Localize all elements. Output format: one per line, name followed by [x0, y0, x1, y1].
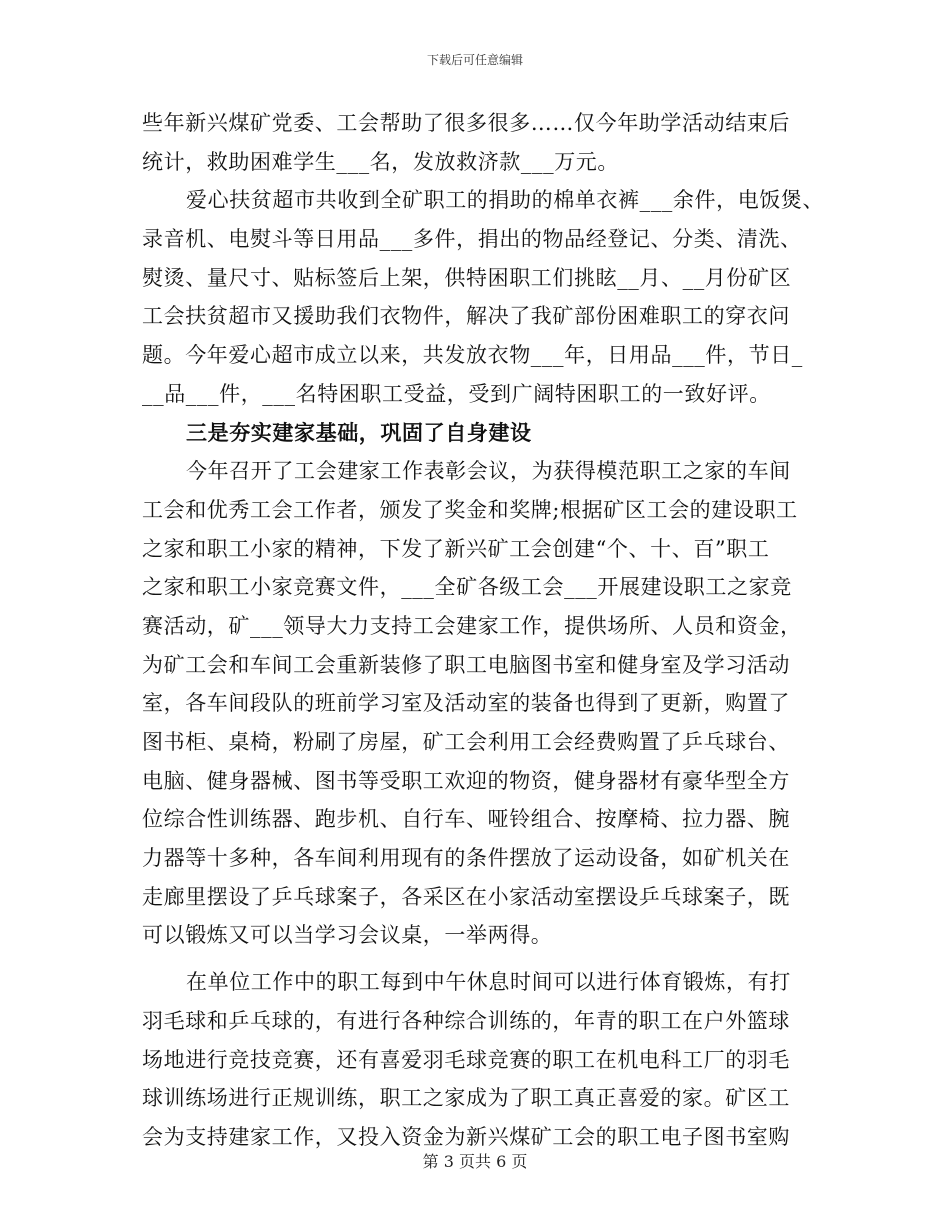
text-line: 之家和职工小家的精神，下发了新兴矿工会创建“个、十、百”职工 — [142, 536, 770, 561]
text-line: 之家和职工小家竞赛文件，___全矿各级工会___开展建设职工之家竞 — [142, 575, 792, 600]
document-body — [142, 104, 825, 1157]
text-line: 统计，救助困难学生___名，发放救济款___万元。 — [142, 149, 619, 174]
text-line: 室，各车间段队的班前学习室及活动室的装备也得到了更新，购置了 — [142, 691, 790, 716]
paragraph-start-line: 在单位工作中的职工每到中午休息时间可以进行体育锻炼，有打 — [186, 970, 791, 995]
text-line: 球训练场进行正规训练，职工之家成为了职工真正喜爱的家。矿区工 — [142, 1086, 790, 1111]
text-line: 工会和优秀工会工作者，颁发了奖金和奖牌;根据矿区工会的建设职工 — [142, 497, 798, 522]
text-line: 走廊里摆设了乒乓球案子，各采区在小家活动室摆设乒乓球案子，既 — [142, 884, 790, 909]
paragraph-start-line: 今年召开了工会建家工作表彰会议，为获得模范职工之家的车间 — [186, 459, 791, 484]
text-line: 熨烫、量尺寸、贴标签后上架，供特困职工们挑眩__月、__月份矿区 — [142, 265, 792, 290]
page-header: 下载后可任意编辑 — [426, 53, 523, 67]
text-line: 录音机、电熨斗等日用品___多件，捐出的物品经登记、分类、清洗、 — [142, 227, 802, 252]
text-line: 赛活动，矿___领导大力支持工会建家工作，提供场所、人员和资金， — [142, 613, 802, 638]
text-line: 羽毛球和乒乓球的，有进行各种综合训练的，年青的职工在户外篮球 — [142, 1008, 790, 1033]
paragraph-start-line: 爱心扶贫超市共收到全矿职工的捐助的棉单衣裤___余件，电饭煲、 — [186, 188, 825, 213]
text-line: __品___件，___名特困职工受益，受到广阔特困职工的一致好评。 — [142, 381, 771, 406]
text-line: 场地进行竞技竞赛，还有喜爱羽毛球竞赛的职工在机电科工厂的羽毛 — [142, 1047, 790, 1072]
text-line: 图书柜、桌椅，粉刷了房屋，矿工会利用工会经费购置了乒乓球台、 — [142, 730, 790, 754]
section-heading: 三是夯实建家基础，巩固了自身建设 — [186, 419, 532, 445]
text-line: 为矿工会和车间工会重新装修了职工电脑图书室和健身室及学习活动 — [142, 652, 790, 677]
text-line: 会为支持建家工作，又投入资金为新兴煤矿工会的职工电子图书室购 — [142, 1124, 790, 1149]
text-line: 力器等十多种，各车间利用现有的条件摆放了运动设备，如矿机关在 — [142, 846, 790, 871]
text-line: 位综合性训练器、跑步机、自行车、哑铃组合、按摩椅、拉力器、腕 — [142, 807, 790, 832]
text-line: 题。今年爱心超市成立以来，共发放衣物___年，日用品___件，节日_ — [142, 343, 803, 368]
text-line: 电脑、健身器械、图书等受职工欢迎的物资，健身器材有豪华型全方 — [142, 768, 790, 793]
text-line: 些年新兴煤矿党委、工会帮助了很多很多……仅今年助学活动结束后 — [142, 111, 790, 135]
text-line: 工会扶贫超市又援助我们衣物件，解决了我矿部份困难职工的穿衣问 — [142, 304, 790, 329]
text-line: 可以锻炼又可以当学习会议桌，一举两得。 — [142, 923, 553, 948]
page-footer: 第 3 页共 6 页 — [422, 1152, 528, 1171]
